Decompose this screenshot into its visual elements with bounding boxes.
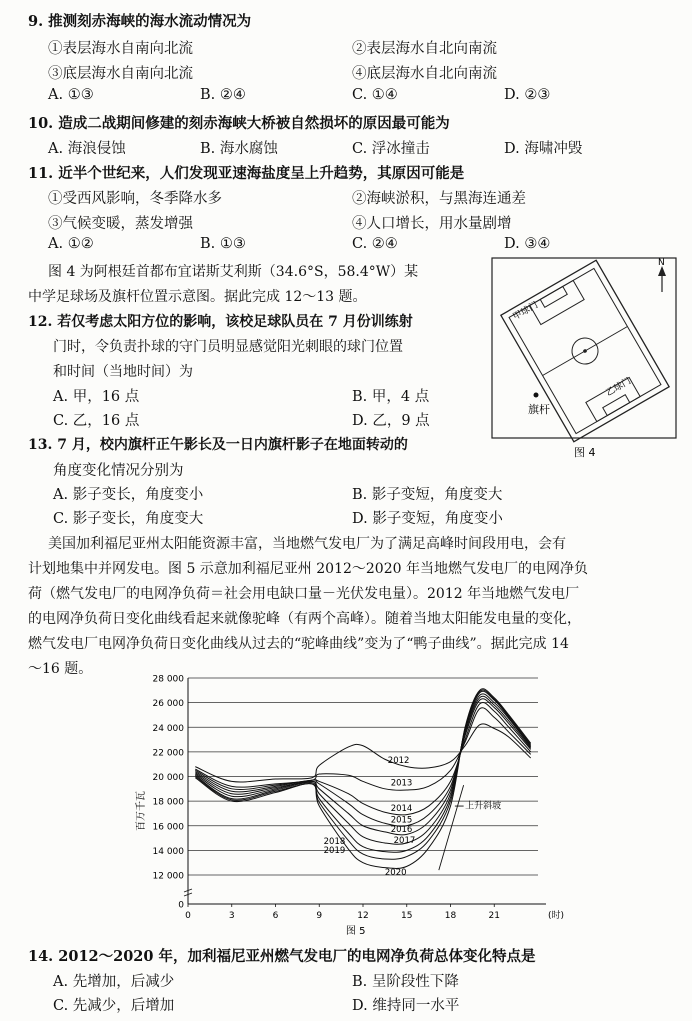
intro14-line5: 燃气发电厂电网净负荷日变化曲线从过去的“驼峰曲线”变为了“鸭子曲线”。据此完成 14 — [28, 636, 569, 652]
y-tick-label: 20 000 — [152, 773, 184, 783]
y-tick-label: 0 — [178, 900, 184, 911]
series-label-2014: 2014 — [390, 803, 413, 814]
soccer-field — [501, 260, 669, 441]
goal-jia-label: 甲球门 — [511, 300, 540, 323]
series-line-2013 — [195, 708, 530, 791]
q12-option-b: B. 甲，4 点 — [352, 389, 430, 405]
series-label-2012: 2012 — [387, 755, 410, 766]
y-tick-label: 18 000 — [152, 797, 184, 808]
intro14-line3: 荷（燃气发电厂的电网净负荷＝社会用电缺口量－光伏发电量）。2012 年当地燃气发电厂 — [28, 586, 580, 602]
q14-option-c: C. 先减少，后增加 — [53, 998, 175, 1014]
goal-yi-label: 乙球门 — [604, 376, 633, 399]
q11-item-3: ③气候变暖，蒸发增强 — [48, 216, 193, 232]
x-tick-label: 0 — [185, 911, 191, 921]
q9-option-d: D. ②③ — [504, 87, 551, 103]
flagpole-label: 旗杆 — [528, 403, 550, 416]
y-tick-label: 14 000 — [152, 846, 184, 857]
q14-stem: 14. 2012～2020 年，加利福尼亚州燃气发电厂的电网净负荷总体变化特点是 — [28, 948, 536, 965]
series-label-2015: 2015 — [390, 815, 413, 826]
q10-stem: 10. 造成二战期间修建的刻赤海峡大桥被自然损坏的原因最可能为 — [28, 115, 450, 132]
y-tick-label: 26 000 — [152, 699, 184, 710]
q13-option-a: A. 影子变长，角度变小 — [53, 487, 204, 503]
y-axis-label: 百万千瓦 — [136, 791, 147, 831]
y-tick-label: 22 000 — [152, 748, 184, 759]
intro14-line6: ～16 题。 — [28, 661, 93, 677]
figure-4-field-diagram — [490, 256, 680, 466]
figure-5-caption: 图 5 — [345, 926, 366, 937]
q11-option-d: D. ③④ — [504, 236, 551, 252]
q9-option-b: B. ②④ — [200, 87, 246, 103]
series-label-2019: 2019 — [323, 845, 346, 856]
q14-option-b: B. 呈阶段性下降 — [352, 974, 459, 990]
annotation-rising-slope: 上升斜坡 — [465, 801, 502, 812]
q12-option-d: D. 乙，9 点 — [352, 413, 430, 429]
q12-line1: 12. 若仅考虑太阳方位的影响，该校足球队员在 7 月份训练射 — [28, 314, 413, 330]
x-tick-label: 6 — [272, 911, 279, 921]
q13-option-c: C. 影子变长，角度变大 — [53, 511, 204, 527]
series-label-2017: 2017 — [393, 835, 416, 846]
series-line-2020 — [195, 689, 530, 869]
q9-item-2: ②表层海水自北向南流 — [352, 41, 497, 57]
x-axis-label: (时) — [548, 911, 565, 921]
q10-option-b: B. 海水腐蚀 — [200, 141, 278, 157]
flagpole-dot — [534, 393, 539, 398]
q11-option-a: A. ①② — [48, 236, 94, 252]
intro14-line4: 的电网净负荷日变化曲线看起来就像驼峰（有两个高峰）。随着当地太阳能发电量的变化， — [28, 611, 581, 627]
q13-option-b: B. 影子变短，角度变大 — [352, 487, 503, 503]
x-tick-label: 9 — [316, 911, 323, 921]
north-label: N — [658, 258, 665, 268]
x-tick-label: 21 — [488, 911, 500, 921]
q11-item-1: ①受西风影响，冬季降水多 — [48, 191, 222, 207]
y-tick-label: 12 000 — [152, 871, 184, 882]
figure-5-net-load-chart — [118, 670, 578, 942]
series-label-2020: 2020 — [384, 868, 407, 878]
series-label-2016: 2016 — [390, 824, 413, 835]
y-tick-label: 24 000 — [152, 723, 184, 734]
q11-item-2: ②海峡淤积，与黑海连通差 — [352, 191, 526, 207]
q14-option-a: A. 先增加，后减少 — [53, 974, 175, 990]
series-line-2018 — [195, 691, 530, 852]
q13-option-d: D. 影子变短，角度变小 — [352, 511, 503, 527]
q13-line2: 角度变化情况分别为 — [53, 463, 184, 479]
q13-line1: 13. 7 月，校内旗杆正午影长及一日内旗杆影子在地面转动的 — [28, 437, 408, 453]
q10-option-c: C. 浮冰撞击 — [352, 141, 430, 157]
y-tick-label: 16 000 — [152, 822, 184, 833]
intro12-line1: 图 4 为阿根廷首都布宜诺斯艾利斯（34.6°S，58.4°W）某 — [48, 264, 419, 280]
series-line-2016 — [195, 696, 530, 835]
q12-line3: 和时间（当地时间）为 — [53, 364, 193, 380]
x-tick-label: 3 — [228, 911, 235, 921]
intro14-line1: 美国加利福尼亚州太阳能资源丰富，当地燃气发电厂为了满足高峰时间段用电，会有 — [48, 536, 566, 552]
figure-4-caption: 图 4 — [574, 446, 596, 459]
q9-stem: 9. 推测刻赤海峡的海水流动情况为 — [28, 13, 252, 30]
q12-line2: 门时，令负责扑球的守门员明显感觉阳光刺眼的球门位置 — [53, 339, 403, 355]
q11-option-b: B. ①③ — [200, 236, 246, 252]
series-label-2013: 2013 — [390, 778, 413, 789]
q11-stem: 11. 近半个世纪来，人们发现亚速海盐度呈上升趋势，其原因可能是 — [28, 165, 465, 182]
q11-item-4: ④人口增长，用水量剧增 — [352, 216, 512, 232]
intro14-line2: 计划地集中并网发电。图 5 示意加利福尼亚州 2012～2020 年当地燃气发电厂的电网净负 — [28, 561, 588, 577]
q11-option-c: C. ②④ — [352, 236, 398, 252]
x-tick-label: 18 — [444, 911, 457, 921]
series-line-2019 — [195, 690, 530, 859]
q12-option-c: C. 乙，16 点 — [53, 413, 140, 429]
intro12-line2: 中学足球场及旗杆位置示意图。据此完成 12～13 题。 — [28, 289, 367, 305]
q10-option-d: D. 海啸冲毁 — [504, 141, 583, 157]
q14-option-d: D. 维持同一水平 — [352, 998, 460, 1014]
y-tick-label: 28 000 — [152, 674, 184, 685]
series-label-2018: 2018 — [323, 837, 346, 848]
x-tick-label: 15 — [401, 911, 413, 921]
q10-option-a: A. 海浪侵蚀 — [48, 141, 126, 157]
q9-item-1: ①表层海水自南向北流 — [48, 41, 193, 57]
q9-option-a: A. ①③ — [48, 87, 94, 103]
north-arrow — [658, 258, 666, 292]
x-tick-label: 12 — [357, 911, 369, 921]
series-line-2017 — [195, 694, 530, 844]
q9-item-4: ④底层海水自北向南流 — [352, 66, 497, 82]
series-line-2012 — [195, 724, 530, 782]
q12-option-a: A. 甲，16 点 — [53, 389, 140, 405]
q9-option-c: C. ①④ — [352, 87, 398, 103]
q9-item-3: ③底层海水自南向北流 — [48, 66, 193, 82]
